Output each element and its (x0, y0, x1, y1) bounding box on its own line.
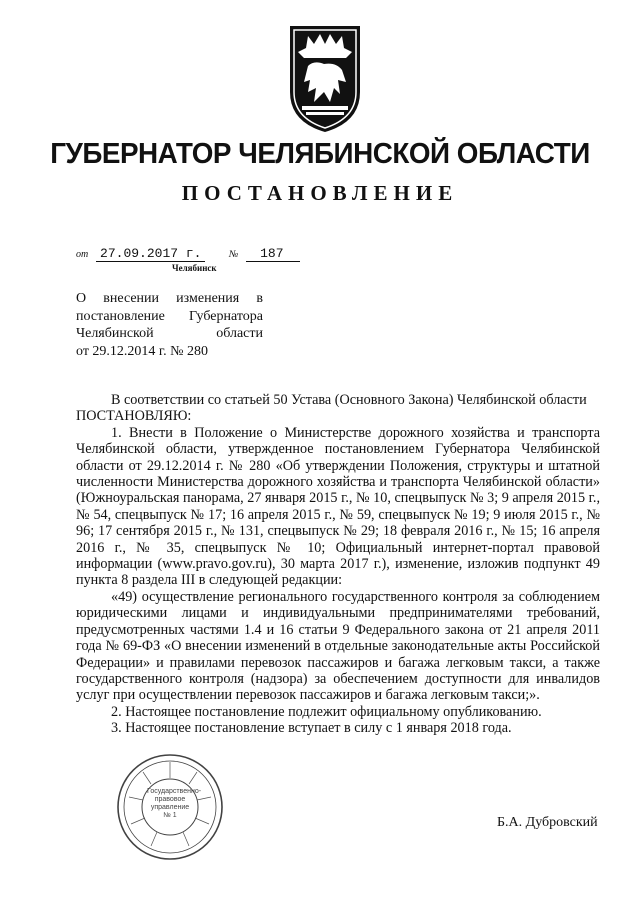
item-2: 2. Настоящее постановление подлежит официальному опубликованию. (111, 703, 542, 720)
document-type: ПОСТАНОВЛЕНИЕ (181, 181, 459, 205)
date-number-line (76, 246, 300, 262)
signature-name: Б.А. Дубровский (497, 815, 598, 830)
number-prefix: № (228, 249, 239, 260)
date-prefix: от (76, 249, 89, 260)
item-3: 3. Настоящее постановление вступает в силу с 1 января 2018 года. (111, 720, 512, 737)
subject-line: от 29.12.2014 г. № 280 (76, 343, 208, 359)
stamp-center-text: Государственно-правовое управление № 1 (147, 788, 202, 819)
preamble: В соответствии со статьей 50 Устава (Основного Закона) Челябинской области (111, 392, 587, 408)
quote-49: «49) осуществление регионального государственного контроля за соблюдением юридическими лицами и индивидуальными предпринимателями требований, предусмотренных частями 1.4 и 16 статьи 9 Федерального закона от 21 апреля 2011 года № 69-ФЗ «О внесении изменений в отдельные законодательные акты Российской Федерации» и правилами перевозок пассажиров и багажа легковым такси, а также государственного контроля (надзора) за обеспечением доступности для инвалидов услуг при осуществлении перевозок пассажиров и багажа легковым такси;». (76, 588, 600, 704)
item-1: 1. Внести в Положение о Министерстве дорожного хозяйства и транспорта Челябинской области, утвержденное постановлением Губернатора Челябинской области от 29.12.2014 г. № 280 «Об утверждении Положения, структуры и штатной численности Министерства дорожного хозяйства и транспорта Челябинской области» (Южноуральская панорама, 27 января 2015 г., № 10, спецвыпуск № 3; 9 апреля 2015 г., № 54, спецвыпуск № 17; 16 апреля 2015 г., № 59, спецвыпуск № 19; 9 июля 2015 г., № 96; 17 сентября 2015 г., № 131, спецвыпуск № 29; 18 февраля 2016 г., № 15; 16 апреля 2016 г., № 35, спецвыпуск № 10; Официальный интернет-портал правовой информации (www.pravo.gov.ru), 30 марта 2017 г.), изменение, изложив подпункт 49 пункта 8 раздела III в следующей редакции: (76, 424, 600, 589)
official-stamp-icon (115, 752, 225, 862)
document-number: 187 (246, 246, 299, 262)
authority-title: ГУБЕРНАТОР ЧЕЛЯБИНСКОЙ ОБЛАСТИ (50, 138, 590, 170)
resolve-word: ПОСТАНОВЛЯЮ: (76, 408, 192, 425)
city: Челябинск (172, 263, 217, 273)
subject-block (76, 290, 263, 360)
subject-line: постановление Губернатора (76, 308, 263, 324)
emblem-icon (284, 22, 366, 134)
document-body (76, 392, 600, 737)
document-date: 27.09.2017 г. (96, 246, 205, 262)
subject-line: Челябинской области (76, 326, 263, 341)
subject-line: О внесении изменения в (76, 291, 263, 306)
